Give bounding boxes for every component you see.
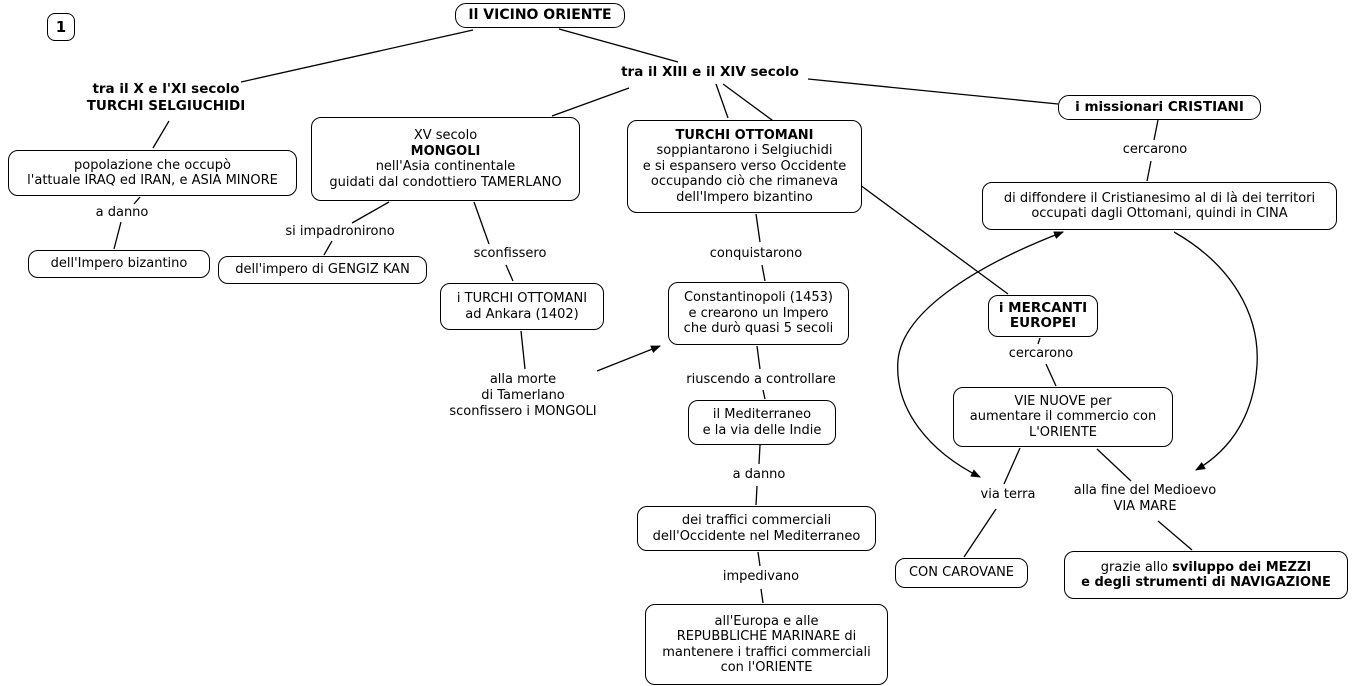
mongoli-line4: guidati dal condottiero TAMERLANO	[329, 174, 562, 190]
edge-label-impedivano: impedivano	[722, 569, 800, 584]
europa-line2: REPUBBLICHE MARINARE di	[676, 629, 857, 644]
edge-costantinopoli-riuscendo	[757, 346, 760, 369]
edge-label-a-danno-2: a danno	[732, 467, 786, 482]
navigazione-line1	[1071, 560, 1341, 576]
edge-label-sconfissero: sconfissero	[473, 246, 547, 261]
edge-selgiuchidi-popolazione	[153, 121, 169, 148]
edge-mediterraneo-adanno2	[759, 445, 760, 464]
page-number: 1	[55, 18, 67, 36]
alla-morte-line3: sconfissero i MONGOLI	[449, 404, 597, 419]
edge-xiii-missionari	[808, 79, 1058, 104]
edge-label-conquistarono: conquistarono	[709, 246, 803, 261]
selgiuchidi-line2: TURCHI SELGIUCHIDI	[86, 98, 246, 114]
edge-label-riuscendo: riuscendo a controllare	[686, 372, 836, 387]
mongoli-line1: XV secolo	[413, 128, 478, 143]
node-vicino-oriente[interactable]	[455, 3, 625, 28]
edge-popolazione-adanno1	[134, 197, 140, 204]
mongoli-line3: nell'Asia continentale	[375, 159, 516, 174]
alla-morte-line1: alla morte	[489, 372, 557, 387]
edge-ottomani-conquistarono	[756, 214, 760, 242]
navigazione-pre: grazie allo	[1100, 559, 1169, 575]
traffici-line1: dei traffici commerciali	[681, 513, 832, 528]
node-mercanti-europei[interactable]	[988, 295, 1098, 337]
europa-line1: all'Europa e alle	[714, 613, 819, 629]
node-mediterraneo[interactable]	[688, 400, 836, 445]
edge-conquistarono-costantinopoli	[762, 265, 765, 281]
node-europa-repubbliche[interactable]	[645, 604, 888, 685]
edge-label-via-terra: via terra	[980, 487, 1036, 502]
europa-line4: con l'ORIENTE	[720, 660, 813, 675]
edge-allamorte-costantinopoli-arrow	[597, 346, 660, 371]
edge-mongoli-siimpadronirono	[352, 202, 389, 223]
ankara-line2: ad Ankara (1402)	[465, 306, 579, 322]
node-diffondere-cristianesimo[interactable]	[982, 182, 1337, 230]
mercanti-line1: i MERCANTI	[998, 299, 1088, 316]
europa-line3: mantenere i traffici commerciali	[662, 644, 871, 660]
diffondere-line1: di diffondere il Cristianesimo al di là dei territori	[1003, 190, 1316, 206]
node-traffici[interactable]	[637, 506, 876, 551]
vie-nuove-line2: aumentare il commercio con	[969, 409, 1157, 425]
curve-diffondere-viamare	[1174, 232, 1257, 470]
bizantino-label: dell'Impero bizantino	[50, 256, 188, 272]
popolazione-line1: popolazione che occupò	[74, 157, 231, 173]
mercanti-line2: EUROPEI	[1009, 315, 1077, 331]
node-mongoli[interactable]	[311, 117, 580, 201]
node-xiii-xiv-secolo[interactable]	[610, 64, 810, 81]
mediterraneo-line2: e la via delle Indie	[702, 422, 822, 438]
ottomani-line1: TURCHI OTTOMANI	[675, 127, 814, 143]
edge-ankara-allamorte	[521, 331, 525, 369]
edge-cercarono1-diffondere	[1147, 161, 1151, 181]
node-costantinopoli[interactable]	[668, 282, 849, 345]
edge-label-si-impadronirono: si impadronirono	[285, 224, 395, 239]
navigazione-bold1: sviluppo dei MEZZI	[1172, 559, 1312, 575]
edge-adanno1-bizantino	[114, 222, 121, 249]
node-gengiz-kan[interactable]	[218, 256, 427, 284]
edge-traffici-impedivano	[758, 552, 760, 566]
edge-label-alla-fine	[1070, 483, 1220, 515]
edge-mongoli-sconfissero	[474, 202, 489, 244]
edge-adanno2-traffici	[756, 486, 757, 505]
node-vicino-oriente-label: Il VICINO ORIENTE	[468, 6, 612, 23]
node-popolazione[interactable]	[8, 150, 297, 196]
ottomani-line2: soppiantarono i Selgiuchidi	[656, 143, 833, 159]
edge-viamare-navigazione	[1158, 521, 1192, 550]
edge-viaterra-carovane	[964, 509, 996, 557]
edge-vienuove-viaterra	[1004, 448, 1020, 484]
edge-xiii-ottomani	[716, 84, 728, 118]
mediterraneo-line1: il Mediterraneo	[712, 407, 812, 422]
edge-cercarono2-vienuove	[1046, 364, 1056, 386]
missionari-label: i missionari CRISTIANI	[1075, 98, 1244, 115]
edge-label-cercarono-2: cercarono	[1008, 346, 1074, 361]
selgiuchidi-line1: tra il X e l'XI secolo	[92, 81, 240, 97]
alla-fine-line2: VIA MARE	[1113, 499, 1177, 514]
edge-root-xiii	[559, 29, 678, 62]
edge-label-alla-morte	[423, 372, 623, 420]
edge-siimpadronirono-gengiz	[324, 241, 332, 255]
carovane-label: CON CAROVANE	[908, 565, 1015, 581]
edge-xiii-mongoli	[552, 88, 629, 116]
costantinopoli-line1: Constantinopoli (1453)	[683, 290, 834, 306]
node-turchi-selgiuchidi[interactable]	[61, 81, 271, 115]
edge-impedivano-europa	[761, 589, 763, 603]
vie-nuove-line1: VIE NUOVE per	[1014, 393, 1112, 409]
edge-mercanti-cercarono2	[1038, 338, 1040, 344]
edge-label-cercarono-1: cercarono	[1122, 142, 1188, 157]
node-missionari-cristiani[interactable]	[1058, 95, 1261, 120]
node-impero-bizantino[interactable]	[28, 250, 210, 278]
mongoli-line2: MONGOLI	[410, 143, 481, 159]
ottomani-line4: occupando ciò che rimaneva	[650, 174, 839, 190]
node-con-carovane[interactable]	[895, 558, 1028, 588]
vie-nuove-line3: L'ORIENTE	[1028, 424, 1097, 440]
edge-vienuove-allafine	[1097, 449, 1131, 481]
node-turchi-ottomani[interactable]	[627, 120, 862, 213]
traffici-line2: dell'Occidente nel Mediterraneo	[652, 528, 861, 544]
xiii-xiv-label: tra il XIII e il XIV secolo	[621, 64, 799, 80]
ottomani-line3: e si espansero verso Occidente	[642, 158, 847, 174]
node-navigazione[interactable]	[1064, 551, 1348, 599]
node-ankara[interactable]	[440, 283, 604, 330]
ankara-line1: i TURCHI OTTOMANI	[456, 291, 588, 306]
node-vie-nuove[interactable]	[953, 387, 1173, 447]
edge-riuscendo-mediterraneo	[763, 390, 765, 399]
gengiz-label: dell'impero di GENGIZ KAN	[235, 262, 410, 278]
alla-morte-line2: di Tamerlano	[481, 388, 565, 403]
navigazione-line2: e degli strumenti di NAVIGAZIONE	[1081, 575, 1331, 590]
popolazione-line2: l'attuale IRAQ ed IRAN, e ASIA MINORE	[27, 173, 278, 188]
alla-fine-line1: alla fine del Medioevo	[1073, 483, 1217, 498]
edge-root-selgiuchidi	[241, 30, 473, 82]
edge-sconfissero-ankara	[506, 265, 513, 281]
costantinopoli-line3: che durò quasi 5 secoli	[683, 321, 834, 337]
diffondere-line2: occupati dagli Ottomani, quindi in CINA	[1031, 206, 1288, 221]
ottomani-line5: dell'Impero bizantino	[676, 189, 813, 205]
page-number-badge	[47, 13, 75, 41]
edge-label-a-danno-1: a danno	[95, 205, 149, 220]
costantinopoli-line2: e crearono un Impero	[688, 305, 829, 321]
edge-missionari-cercarono1	[1154, 120, 1158, 140]
